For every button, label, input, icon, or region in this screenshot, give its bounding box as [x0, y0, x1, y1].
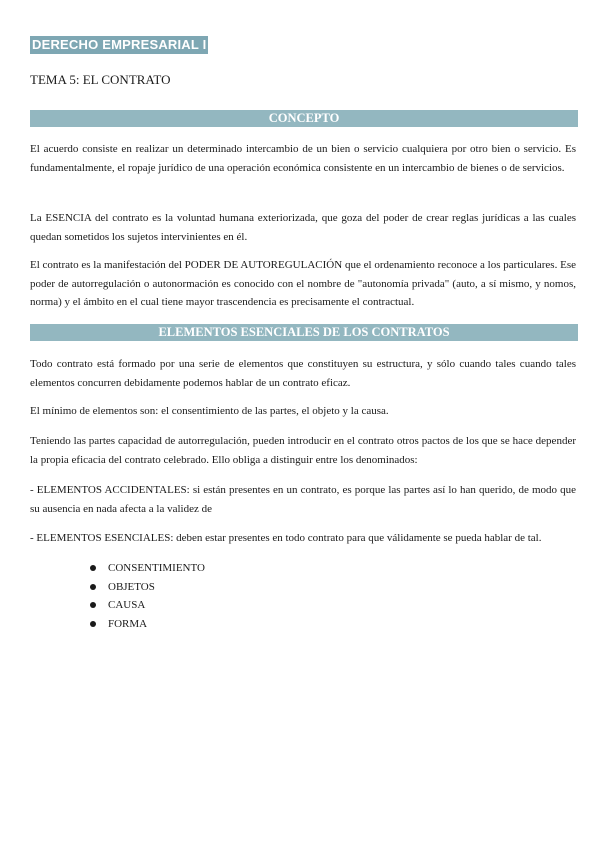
- bullet-icon: [90, 565, 96, 571]
- list-item: [90, 559, 205, 578]
- topic-title: TEMA 5: EL CONTRATO: [30, 72, 171, 87]
- paragraph: El mínimo de elementos son: el consentimiento de las partes, el objeto y la causa.: [30, 405, 389, 417]
- section-heading-elementos: ELEMENTOS ESENCIALES DE LOS CONTRATOS: [30, 324, 578, 341]
- paragraph: - ELEMENTOS ACCIDENTALES: si están presentes en un contrato, es porque las partes así lo han querido, de modo que su ausencia en nada afecta a la validez de: [30, 484, 576, 515]
- course-title: DERECHO EMPRESARIAL I: [32, 37, 207, 52]
- paragraph: Teniendo las partes capacidad de autorregulación, pueden introducir en el contrato otros pactos de los que se hace depender la propia eficacia del contrato celebrado. Ello obliga a distinguir entre los denominados:: [30, 435, 576, 466]
- bullet-icon: [90, 584, 96, 590]
- paragraph: La ESENCIA del contrato es la voluntad humana exteriorizada, que goza del poder de crear reglas jurídicas a las cuales quedan sometidos los sujetos intervinientes en él.: [30, 212, 576, 243]
- list-item: [90, 596, 205, 615]
- paragraph: El contrato es la manifestación del PODER DE AUTOREGULACIÓN que el ordenamiento reconoce a los particulares. Ese poder de autorregulación o autonormación es conocido con el nombre de "autonomía privada" (auto, a sí mismo, y nomos, norma) y el ámbito en el cual tiene mayor trascendencia es precisamente el contractual.: [30, 259, 576, 308]
- section-heading-concepto: CONCEPTO: [30, 110, 578, 127]
- bullet-icon: [90, 621, 96, 627]
- list-item: [90, 615, 205, 634]
- list-item-label: CONSENTIMIENTO: [108, 562, 205, 574]
- bullet-icon: [90, 602, 96, 608]
- list-item: [90, 578, 205, 597]
- list-item-label: CAUSA: [108, 599, 146, 611]
- list-item-label: OBJETOS: [108, 580, 155, 593]
- paragraph: - ELEMENTOS ESENCIALES: deben estar presentes en todo contrato para que válidamente se pueda hablar de tal.: [30, 532, 542, 544]
- list-item-label: FORMA: [108, 617, 148, 630]
- paragraph: Todo contrato está formado por una serie de elementos que constituyen su estructura, y sólo cuando tales cuando tales elementos concurren debidamente podemos hablar de un contrato eficaz.: [30, 358, 576, 389]
- paragraph: El acuerdo consiste en realizar un determinado intercambio de un bien o servicio cualquiera por otro bien o servicio. Es fundamentalmente, el ropaje jurídico de una operación económica consistente en un intercambio de bienes o de servicios.: [30, 143, 576, 174]
- essential-elements-list: [90, 559, 205, 633]
